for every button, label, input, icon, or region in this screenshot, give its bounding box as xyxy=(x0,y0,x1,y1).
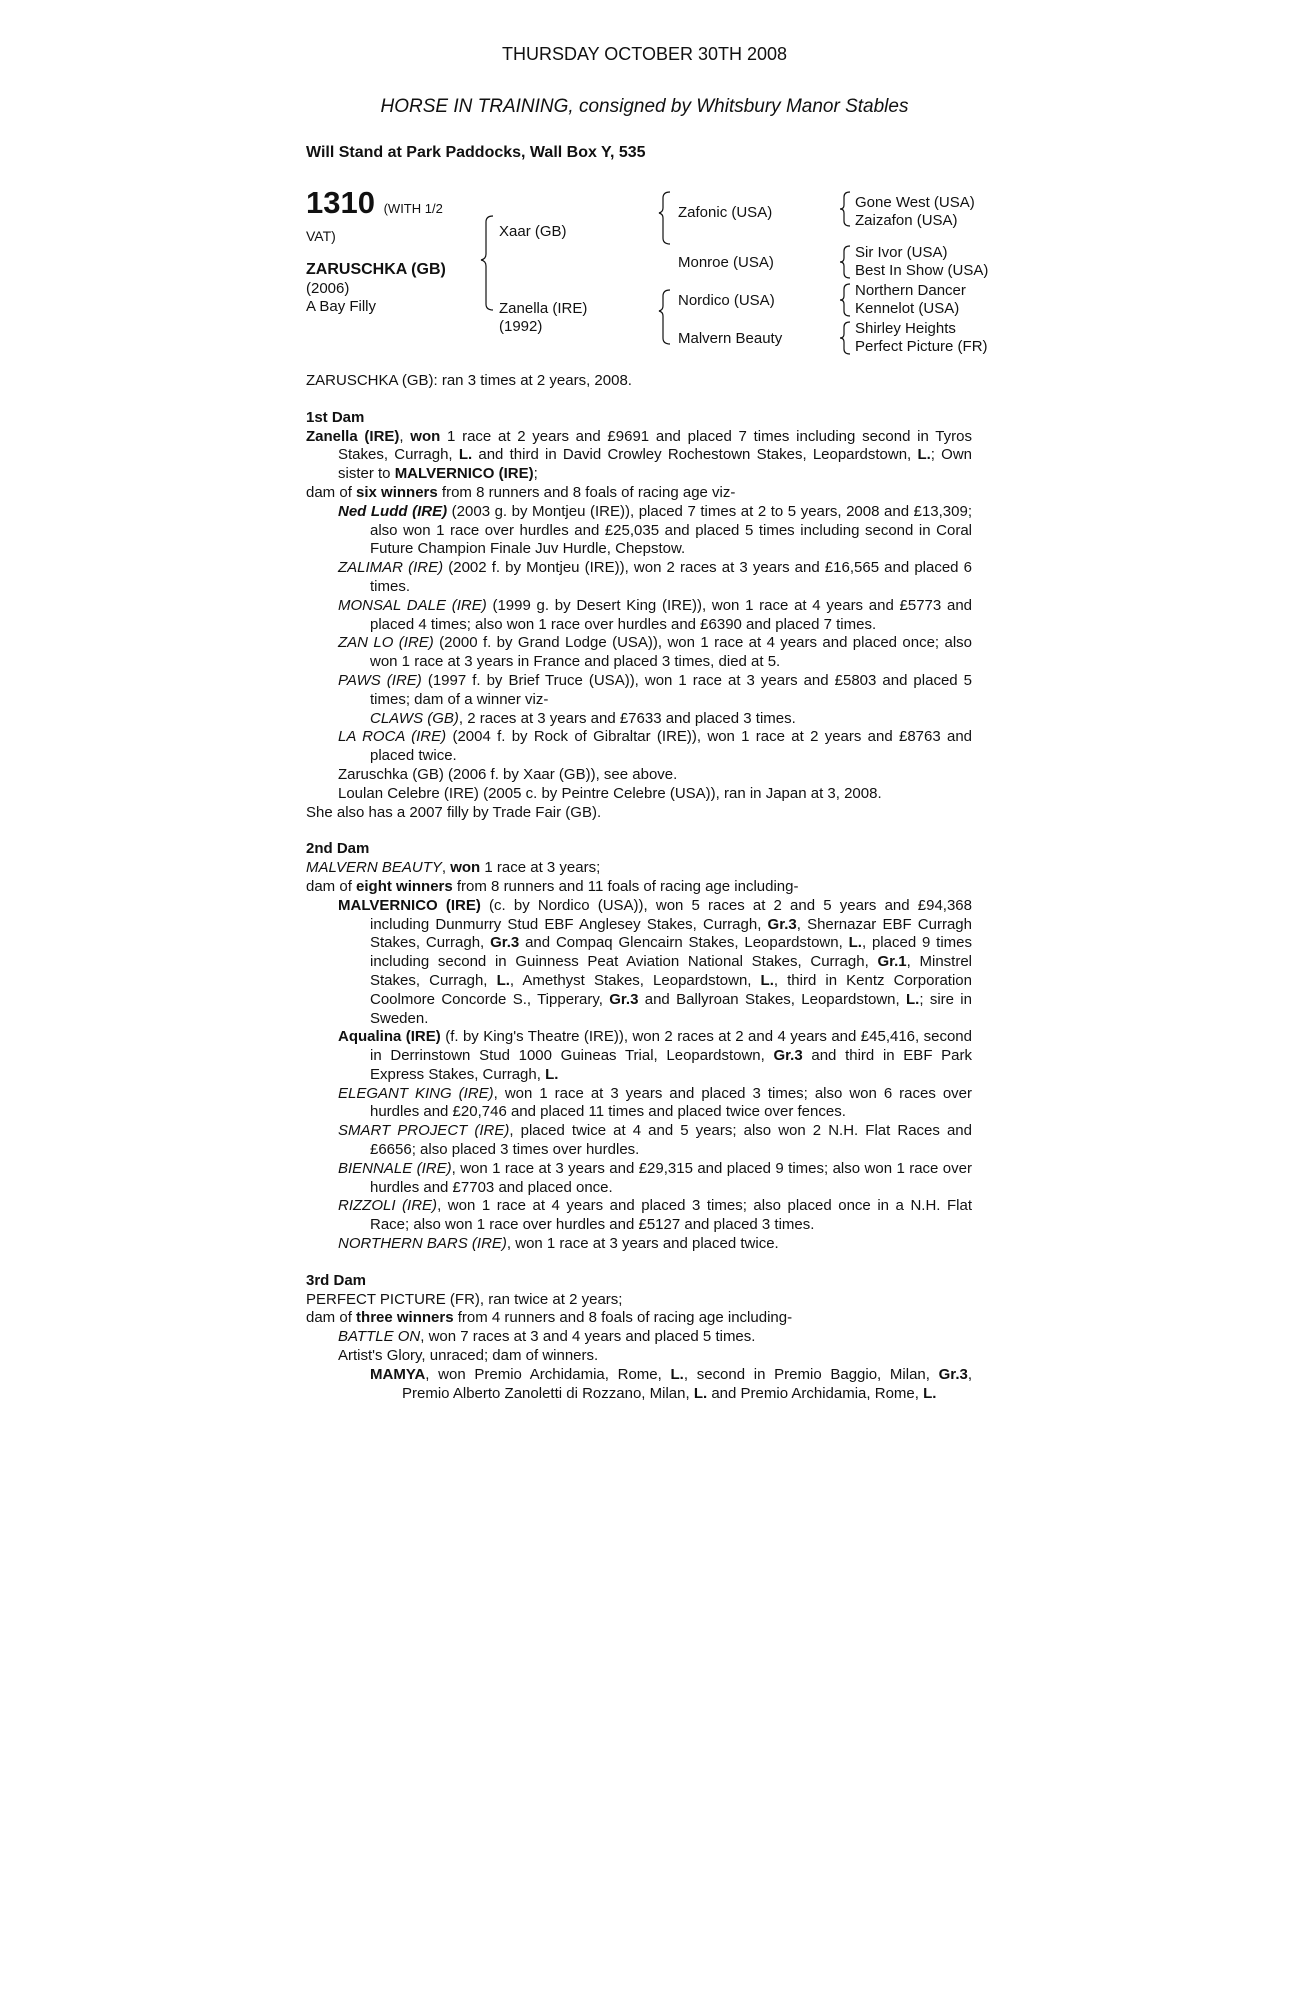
first-dam-record: Zanella (IRE), won 1 race at 2 years and £9691 and placed 7 times including second in Tyros Stakes, Curragh, L. and third in David Crowley Rochestown Stakes, Leopardstown, L.; Own sister to MALVERNICO (IRE); xyxy=(306,427,973,483)
pedigree-g3-1: Gone West (USA) xyxy=(855,194,975,211)
second-dam-produce-summary: dam of eight winners from 8 runners and 11 foals of racing age including- xyxy=(306,877,799,895)
produce-2007-filly: She also has a 2007 filly by Trade Fair (GB). xyxy=(306,803,602,821)
bracket-gen1 xyxy=(481,216,493,310)
bracket-gen3-4 xyxy=(840,322,850,354)
produce-northern-bars: NORTHERN BARS (IRE), won 1 race at 3 years and placed twice. xyxy=(338,1235,779,1253)
produce-zalimar: ZALIMAR (IRE) (2002 f. by Montjeu (IRE)), won 2 races at 3 years and £16,565 and placed 6 times. xyxy=(338,559,972,595)
pedigree-brackets xyxy=(0,0,1289,400)
pedigree-sire: Xaar (GB) xyxy=(499,223,567,240)
third-dam-heading: 3rd Dam xyxy=(306,1271,367,1289)
lot-vat-note-cont: VAT) xyxy=(306,228,336,244)
bracket-gen3-1 xyxy=(840,192,850,226)
produce-aqualina: Aqualina (IRE) (f. by King's Theatre (IRE)), won 2 races at 2 and 4 years and £45,416, second in Derrinstown Stud 1000 Guineas Trial, Leopardstown, Gr.3 and third in EBF Park Express Stakes, Curragh, L. xyxy=(338,1028,973,1083)
produce-ned-ludd: Ned Ludd (IRE) (2003 g. by Montjeu (IRE)), placed 7 times at 2 to 5 years, 2008 and £13,309; also won 1 race over hurdles and £25,035 and placed 5 times including second in Coral Future Champion Finale Juv Hurdle, Chepstow. xyxy=(338,502,972,558)
produce-claws: CLAWS (GB), 2 races at 3 years and £7633 and placed 3 times. xyxy=(370,709,796,727)
horse-year: (2006) xyxy=(306,280,350,297)
pedigree-g3-5: Northern Dancer xyxy=(855,282,966,299)
produce-battle-on: BATTLE ON, won 7 races at 3 and 4 years and placed 5 times. xyxy=(338,1328,756,1346)
consignment-line: HORSE IN TRAINING, consigned by Whitsbury Manor Stables xyxy=(380,96,909,117)
produce-la-roca: LA ROCA (IRE) (2004 f. by Rock of Gibraltar (IRE)), won 1 race at 2 years and £8763 and placed twice. xyxy=(338,728,973,765)
produce-smart-project: SMART PROJECT (IRE), placed twice at 4 and 5 years; also won 2 N.H. Flat Races and £6656; also placed 3 times over hurdles. xyxy=(338,1122,972,1159)
pedigree-g3-3: Sir Ivor (USA) xyxy=(855,244,948,261)
lot-vat-note: (WITH 1/2 xyxy=(383,201,443,216)
pedigree-g3-8: Perfect Picture (FR) xyxy=(855,338,988,355)
second-dam-heading: 2nd Dam xyxy=(306,840,370,858)
produce-biennale: BIENNALE (IRE), won 1 race at 3 years and £29,315 and placed 9 times; also won 1 race over hurdles and £7703 and placed once. xyxy=(338,1159,972,1196)
stand-location: Will Stand at Park Paddocks, Wall Box Y, 535 xyxy=(306,144,646,161)
produce-malvernico: MALVERNICO (IRE) (c. by Nordico (USA)), won 5 races at 2 and 5 years and £94,368 including Dunmurry Stud EBF Anglesey Stakes, Curragh, Gr.3, Shernazar EBF Curragh Stakes, Curragh, Gr.3 and Compaq Glencairn Stakes, Leopardstown, L., placed 9 times including second in Guinness Peat Aviation National Stakes, Curragh, Gr.1, Minstrel Stakes, Curragh, L., Amethyst Stakes, Leopardstown, L., third in Kentz Corporation Coolmore Concorde S., Tipperary, Gr.3 and Ballyroan Stakes, Leopardstown, L.; sire in Sweden. xyxy=(338,896,973,1027)
catalogue-body xyxy=(306,372,972,1403)
racing-summary: ZARUSCHKA (GB): ran 3 times at 2 years, 2008. xyxy=(306,372,632,389)
produce-rizzoli: RIZZOLI (IRE), won 1 race at 4 years and placed 3 times; also placed once in a N.H. Flat Race; also won 1 race over hurdles and £5127 and placed 3 times. xyxy=(338,1197,972,1234)
pedigree-dam: Zanella (IRE) xyxy=(499,300,588,317)
lot-number: 1310 xyxy=(306,185,375,220)
bracket-gen2-bottom xyxy=(659,290,670,344)
produce-loulan-celebre: Loulan Celebre (IRE) (2005 c. by Peintre Celebre (USA)), ran in Japan at 3, 2008. xyxy=(338,784,882,802)
third-dam-produce-summary: dam of three winners from 4 runners and 8 foals of racing age including- xyxy=(306,1309,793,1327)
sale-date: THURSDAY OCTOBER 30TH 2008 xyxy=(501,44,788,64)
produce-artists-glory: Artist's Glory, unraced; dam of winners. xyxy=(338,1347,599,1365)
pedigree-sire-sire: Zafonic (USA) xyxy=(678,204,773,221)
pedigree-dam-sire: Nordico (USA) xyxy=(678,292,775,309)
produce-zaruschka: Zaruschka (GB) (2006 f. by Xaar (GB)), see above. xyxy=(338,765,678,783)
produce-zan-lo: ZAN LO (IRE) (2000 f. by Grand Lodge (USA)), won 1 race at 4 years and placed once; also won 1 race at 3 years in France and placed 3 times, died at 5. xyxy=(338,634,972,671)
produce-elegant-king: ELEGANT KING (IRE), won 1 race at 3 years and placed 3 times; also won 6 races over hurdles and £20,746 and placed 11 times and placed twice over fences. xyxy=(338,1084,973,1121)
second-dam-record: MALVERN BEAUTY, won 1 race at 3 years; xyxy=(306,859,601,877)
first-dam-heading: 1st Dam xyxy=(306,408,365,426)
produce-monsal-dale: MONSAL DALE (IRE) (1999 g. by Desert King (IRE)), won 1 race at 4 years and £5773 and placed 4 times; also won 1 race over hurdles and £6390 and placed 7 times. xyxy=(338,596,972,633)
pedigree-g3-2: Zaizafon (USA) xyxy=(855,212,958,229)
bracket-gen3-3 xyxy=(840,284,850,316)
pedigree-g3-6: Kennelot (USA) xyxy=(855,300,960,317)
pedigree-dam-year: (1992) xyxy=(499,318,543,335)
third-dam-record: PERFECT PICTURE (FR), ran twice at 2 years; xyxy=(306,1290,623,1308)
produce-mamya: MAMYA, won Premio Archidamia, Rome, L., second in Premio Baggio, Milan, Gr.3, Premio Alberto Zanoletti di Rozzano, Milan, L. and Premio Archidamia, Rome, L. xyxy=(370,1365,972,1402)
horse-name: ZARUSCHKA (GB) xyxy=(306,261,446,278)
first-dam-produce-summary: dam of six winners from 8 runners and 8 foals of racing age viz- xyxy=(306,483,736,501)
pedigree-g3-4: Best In Show (USA) xyxy=(855,262,989,279)
pedigree-sire-dam: Monroe (USA) xyxy=(678,254,774,271)
pedigree-g3-7: Shirley Heights xyxy=(855,320,956,337)
horse-description: A Bay Filly xyxy=(306,298,377,315)
produce-paws: PAWS (IRE) (1997 f. by Brief Truce (USA)), won 1 race at 3 years and £5803 and placed 5 times; dam of a winner viz- xyxy=(338,671,972,708)
pedigree-dam-dam: Malvern Beauty xyxy=(678,330,783,347)
bracket-gen2-top xyxy=(659,192,670,244)
bracket-gen3-2 xyxy=(840,246,850,278)
